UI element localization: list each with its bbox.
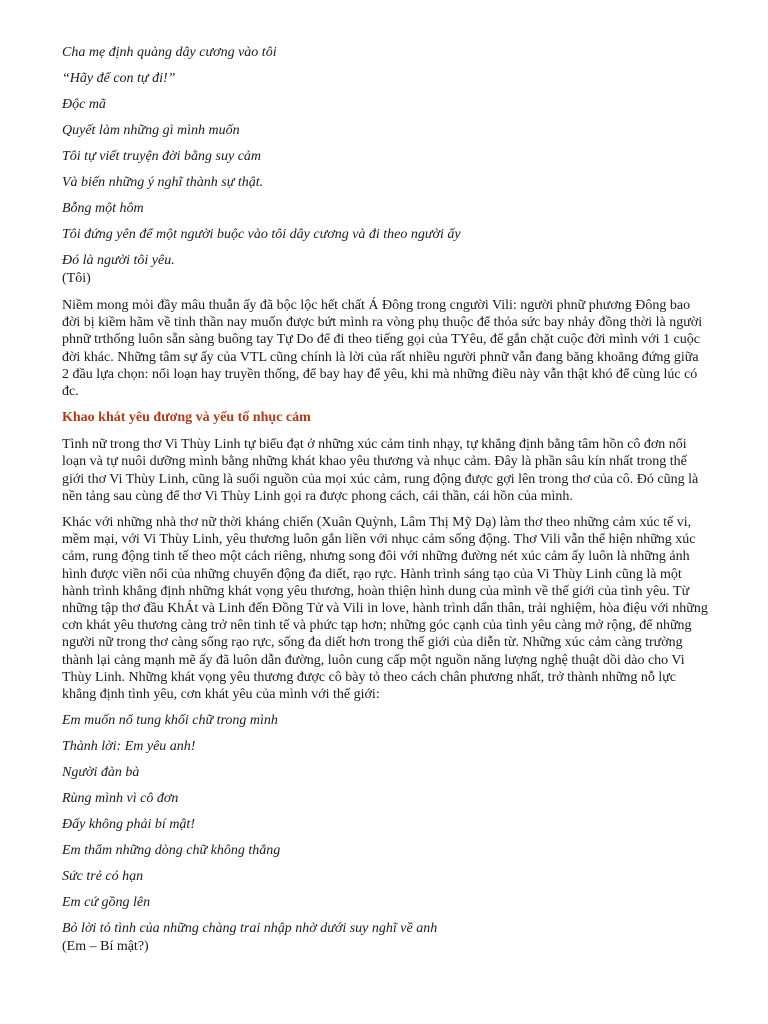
verse-line: Và biến những ý nghĩ thành sự thật. bbox=[62, 175, 264, 190]
verse-line: Thành lời: Em yêu anh! bbox=[62, 739, 196, 755]
body-paragraph: Tình nữ trong thơ Vi Thùy Linh tự biểu đạt ở những xúc cảm tinh nhạy, tự khẳng định bằng tâm hồn cô đơn nổi loạn và tự nuôi dưỡng mình bằng những khát khao yêu thương và nhục cảm. Đây là phần sâu kín nhất trong thế giới thơ Vi Thùy Linh, cũng là suối nguồn của mọi xúc cảm, rung động được gợi lên trong thơ của cô. Đó cũng là nền tảng sau cùng để thơ Vi Thùy Linh gọi ra được phong cách, cái thần, cái hồn của mình. bbox=[62, 437, 699, 504]
verse-line: Quyết làm những gì mình muốn bbox=[62, 123, 240, 138]
verse-line: Bỏ lời tỏ tình của những chàng trai nhập nhờ dưới suy nghĩ về anh bbox=[62, 921, 438, 937]
verse-line: Em thẩm những dòng chữ không thẳng bbox=[62, 843, 281, 859]
verse-line: Em muốn nổ tung khối chữ trong mình bbox=[62, 713, 278, 729]
verse-line: Em cứ gồng lên bbox=[62, 895, 151, 911]
verse-line: Đó là người tôi yêu. bbox=[62, 253, 175, 268]
verse-line: Tôi tự viết truyện đời bằng suy cảm bbox=[62, 149, 262, 164]
verse-line: Tôi đứng yên để một người buộc vào tôi dây cương và đi theo người ấy bbox=[62, 227, 461, 242]
verse-line: Rùng mình vì cô đơn bbox=[62, 791, 179, 807]
body-paragraph: Khác với những nhà thơ nữ thời kháng chiến (Xuân Quỳnh, Lâm Thị Mỹ Dạ) làm thơ theo những cảm xúc tế vi, mềm mại, với Vi Thùy Linh, yêu thương luôn gắn liền với nhục cảm sống động. Thơ Vili vẫn thể hiện những xúc cảm, rung động tinh tế theo một cách riêng, nhưng song đôi với những đường nét xúc cảm ấy luôn là những ảnh hình được viền nổi của những chuyển động đa diết, rạo rực. Hành trình sáng tạo của Vi Thùy Linh cũng là một hành trình khẳng định những khát vọng yêu thương, hoàn thiện hình dung của mình về thế giới của tình yêu. Từ những tập thơ đầu KhÁt và Linh đến Đồng Tử và Vili in love, hành trình dấn thân, trải nghiệm, hòa điệu với những cơn khát yêu thương càng trở nên tinh tế và phức tạp hơn; những góc cạnh của tình yêu càng mở rộng, để những người nữ trong thơ càng sống rạo rực, sống đa diết hơn trong thế giới của diễn từ. Những xúc cảm càng trường thành lại càng mạnh mẽ ấy đã luôn dẫn đường, luôn cung cấp một nguồn năng lượng nghệ thuật dồi dào cho Vi Thùy Linh. Những khát vọng yêu thương được cô bày tỏ theo cách chân phương nhất, trở thành những nỗ lực khẳng định tình yêu, cơn khát yêu của mình với thế giới: bbox=[62, 515, 708, 703]
verse-line: Sức trẻ có hạn bbox=[62, 869, 144, 885]
verse-line: “Hãy để con tự đi!” bbox=[62, 71, 176, 86]
poem-source: (Em – Bí mật?) bbox=[62, 939, 149, 955]
verse-line: Người đàn bà bbox=[62, 765, 140, 781]
body-paragraph: Niềm mong mỏi đầy mâu thuẫn ấy đã bộc lộc hết chất Á Đông trong cngười Vili: người phnữ phương Đông bao đời bị kiềm hãm về tinh thần nay muốn được bứt mình ra vòng phụ thuộc để thỏa sức bay nhảy đồng thời là người phnữ trthống luôn sẵn sàng buông tay Tự Do để đi theo tiếng gọi của TYêu, để gắn chặt cuộc đời mình với 1 cuộc đời khác. Những tâm sự ấy của VTL cũng chính là lời của rất nhiều người phnữ vẫn đang băng khoăng đứng giữa 2 đầu lựa chọn: nổi loạn hay truyền thống, để bay hay để yêu, khi mà những điều này vẫn thật khó để cùng lúc có đc. bbox=[62, 298, 703, 400]
poem-source: (Tôi) bbox=[62, 271, 91, 286]
poem-excerpt-em-bi-mat bbox=[62, 712, 708, 956]
verse-line: Bỗng một hôm bbox=[62, 201, 144, 216]
verse-line: Cha mẹ định quàng dây cương vào tôi bbox=[62, 45, 277, 60]
verse-line: Độc mã bbox=[62, 97, 106, 112]
verse-line: Đấy không phải bí mật! bbox=[62, 817, 195, 833]
poem-excerpt-toi bbox=[62, 44, 708, 288]
section-heading: Khao khát yêu đương và yếu tố nhục cảm bbox=[62, 410, 311, 426]
